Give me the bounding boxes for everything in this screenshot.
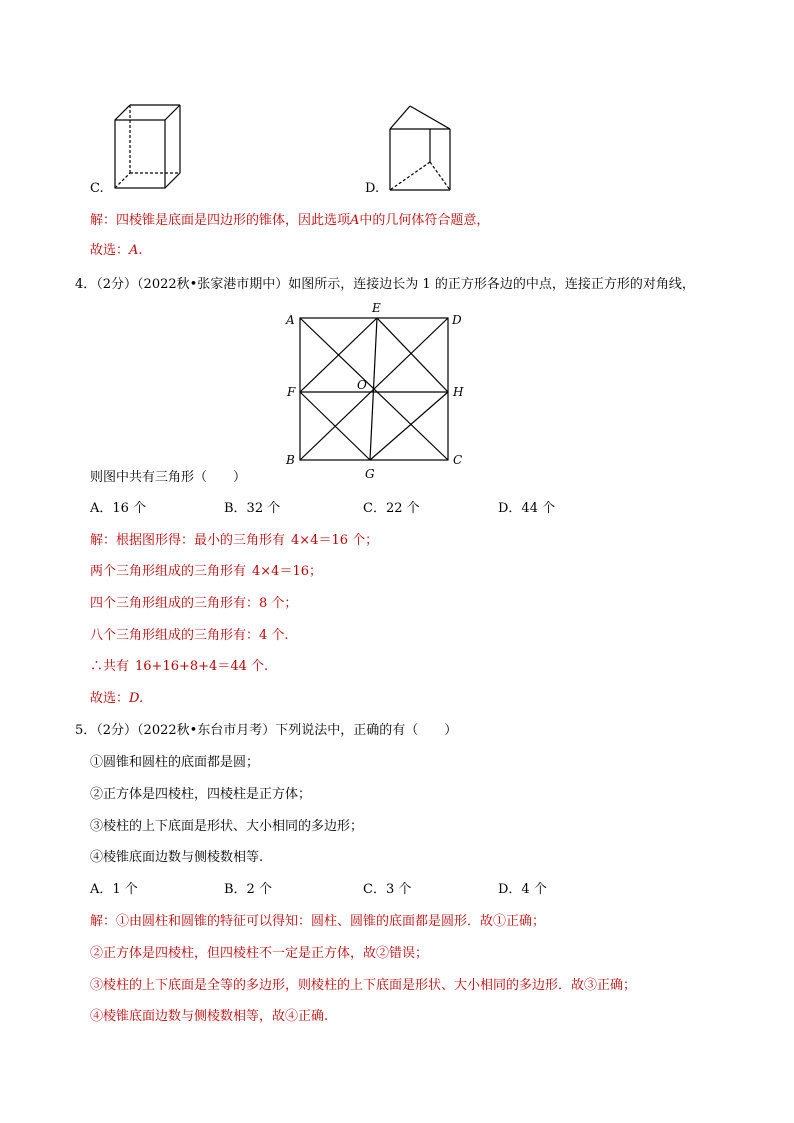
q4-question: 则图中共有三角形（ ）	[90, 470, 247, 485]
option-d-label: D.	[365, 181, 380, 196]
sol-text: ∴共有	[90, 659, 130, 674]
sol-text: 根据图形得：最小的三角形有	[116, 533, 286, 548]
q4-stem: 4．（2分）（2022秋•张家港市期中）如图所示，连接边长为 1 的正方形各边的中点，连接正方形的对角线，	[75, 277, 695, 292]
q4-answer	[90, 687, 143, 706]
answer-value: A.	[129, 243, 143, 258]
label-o: O	[357, 378, 367, 392]
answer-value: D.	[129, 691, 144, 706]
answer-prefix: 故选：	[90, 243, 130, 258]
sol-prefix: 解：	[90, 213, 117, 228]
label-h: H	[453, 385, 464, 399]
q5-statement-3: ③棱柱的上下底面是形状、大小相同的多边形；	[90, 819, 364, 834]
prism-d-figure	[385, 104, 455, 192]
q5-solution-line-4: ④棱锥底面边数与侧棱数相等，故④正确.	[90, 1009, 329, 1024]
sol-text: 两个三角形组成的三角形有	[90, 564, 247, 579]
label-d: D	[452, 313, 462, 327]
label-a: A	[286, 313, 295, 327]
sol-text: 中的几何体符合题意，	[359, 213, 490, 228]
q5-option-d: D．4 个	[498, 882, 547, 897]
q4-solution-line-3: 四个三角形组成的三角形有：8 个；	[90, 596, 298, 611]
label-e: E	[372, 301, 381, 315]
q5-solution-line-2: ②正方体是四棱柱，但四棱柱不一定是正方体，故②错误；	[90, 946, 429, 961]
sol-text: 四棱锥是底面是四边形的锥体，因此选项	[116, 213, 351, 228]
q5-option-c: C．3 个	[363, 882, 412, 897]
q4-option-d: D．44 个	[498, 501, 556, 516]
sol-text: ①由圆柱和圆锥的特征可以得知：圆柱、圆锥的底面都是圆形．故①正确；	[116, 914, 546, 929]
q4-solution-line-1	[90, 529, 378, 548]
q5-solution-line-1	[90, 910, 545, 929]
q4-option-b: B．32 个	[224, 501, 281, 516]
sol-var: A	[350, 213, 360, 228]
q5-statement-2: ②正方体是四棱柱，四棱柱是正方体；	[90, 787, 312, 802]
q5-statement-4: ④棱锥底面边数与侧棱数相等.	[90, 850, 264, 865]
sol-text: 16+16+8+4＝44 个.	[135, 659, 269, 674]
sol-text: 4×4＝16；	[252, 564, 322, 579]
option-c-label: C.	[90, 181, 104, 196]
q4-solution-line-4: 八个三角形组成的三角形有：4 个.	[90, 628, 289, 643]
label-f: F	[287, 385, 296, 399]
q4-solution-line-2	[90, 560, 322, 579]
label-b: B	[286, 453, 295, 467]
square-diagram	[280, 300, 480, 486]
q5-solution-line-3: ③棱柱的上下底面是全等的多边形，则棱柱的上下底面是形状、大小相同的多边形．故③正确；	[90, 978, 637, 993]
sol-text: 4×4＝16 个；	[291, 533, 379, 548]
q4-solution-line-5	[90, 655, 268, 674]
q5-option-a: A．1 个	[90, 882, 138, 897]
q3-answer	[90, 239, 143, 258]
q3-solution	[90, 209, 489, 228]
sol-prefix: 解：	[90, 533, 117, 548]
q4-option-c: C．22 个	[363, 501, 420, 516]
sol-prefix: 解：	[90, 914, 117, 929]
prism-c-figure	[110, 100, 190, 192]
label-c: C	[453, 453, 463, 467]
q5-option-b: B．2 个	[224, 882, 272, 897]
q4-option-a: A．16 个	[90, 501, 147, 516]
q5-stem: 5．（2分）（2022秋•东台市月考）下列说法中，正确的有（ ）	[75, 723, 458, 738]
q5-statement-1: ①圆锥和圆柱的底面都是圆；	[90, 755, 260, 770]
label-g: G	[365, 467, 375, 481]
answer-prefix: 故选：	[90, 691, 130, 706]
